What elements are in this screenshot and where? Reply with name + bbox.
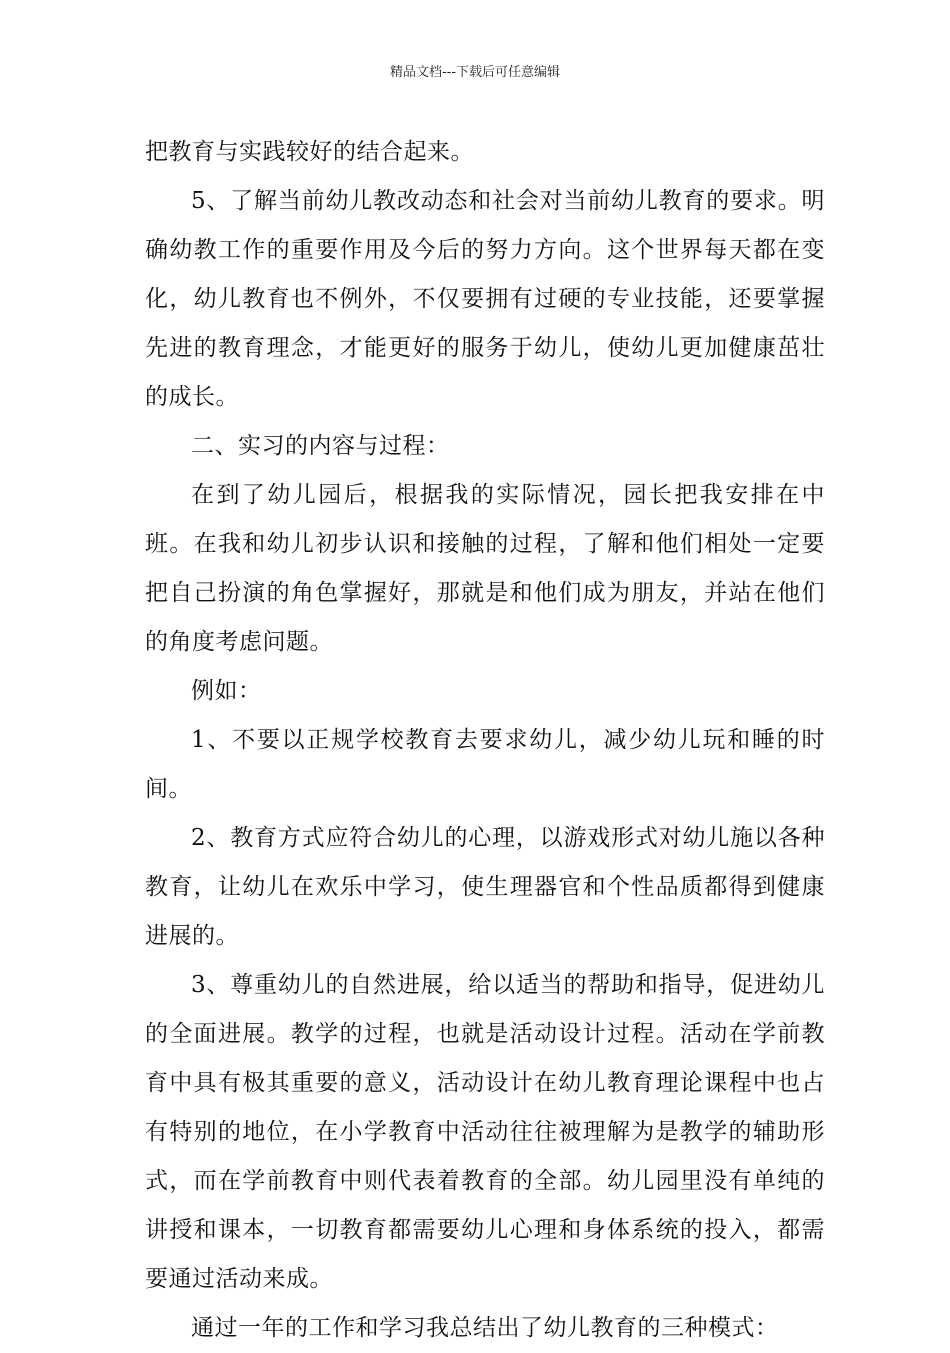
list-item: 1、不要以正规学校教育去要求幼儿，减少幼儿玩和睡的时间。 (145, 727, 825, 802)
page-header: 精品文档---下载后可任意编辑 (389, 65, 561, 80)
list-item: 3、尊重幼儿的自然进展，给以适当的帮助和指导，促进幼儿的全面进展。教学的过程，也就是活动设计过程。活动在学前教育中具有极其重要的意义，活动设计在幼儿教育理论课程中也占有特别的地位，在小学教育中活动往往被理解为是教学的辅助形式，而在学前教育中则代表着教育的全部。幼儿园里没有单纯的讲授和课本，一切教育都需要幼儿心理和身体系统的投入，都需要通过活动来成。 (145, 972, 825, 1292)
paragraph: 5、了解当前幼儿教改动态和社会对当前幼儿教育的要求。明确幼教工作的重要作用及今后的努力方向。这个世界每天都在变化，幼儿教育也不例外，不仅要拥有过硬的专业技能，还要掌握先进的教育理念，才能更好的服务于幼儿，使幼儿更加健康茁壮的成长。 (145, 188, 825, 410)
paragraph: 通过一年的工作和学习我总结出了幼儿教育的三种模式： (191, 1315, 779, 1341)
paragraph: 在到了幼儿园后，根据我的实际情况，园长把我安排在中班。在我和幼儿初步认识和接触的过程，了解和他们相处一定要把自己扮演的角色掌握好，那就是和他们成为朋友，并站在他们的角度考虑问题。 (145, 482, 825, 655)
paragraph: 把教育与实践较好的结合起来。 (145, 139, 474, 165)
paragraph: 例如： (191, 678, 262, 704)
section-heading: 二、实习的内容与过程： (191, 433, 450, 459)
list-item: 2、教育方式应符合幼儿的心理，以游戏形式对幼儿施以各种教育，让幼儿在欢乐中学习，使生理器官和个性品质都得到健康进展的。 (145, 825, 825, 949)
document-body (145, 128, 825, 1353)
